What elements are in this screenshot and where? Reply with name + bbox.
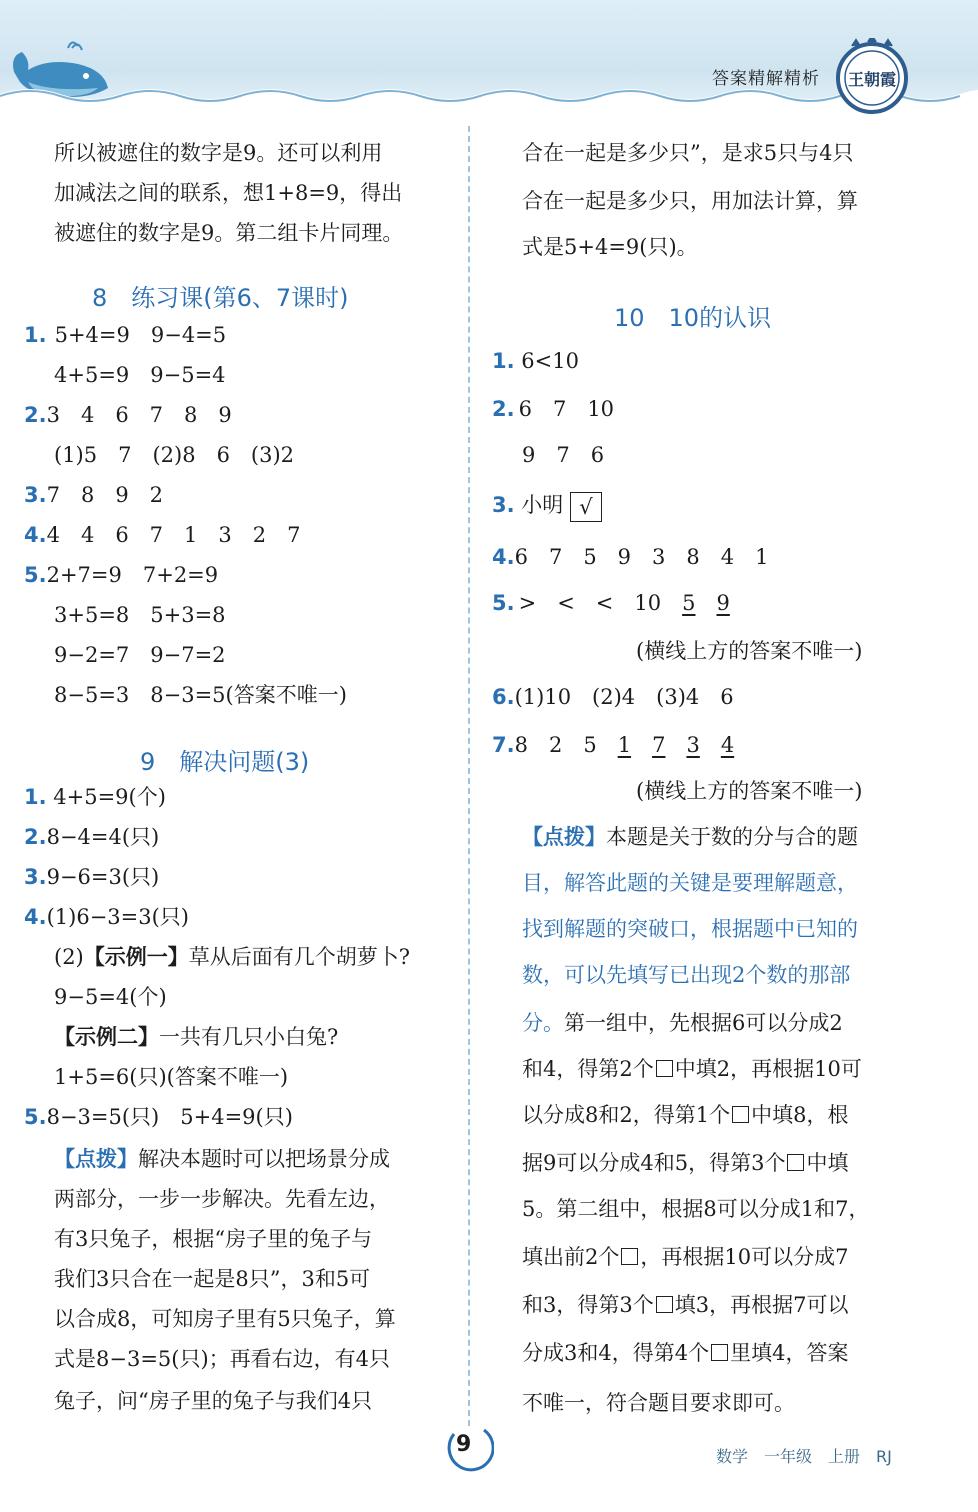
text-line: 合在一起是多少只”，是求5只与4只 [522,141,854,165]
empty-box [656,1060,673,1077]
text-line: 所以被遮住的数字是9。还可以利用 [54,141,383,165]
answer-text: > < < 10 [518,591,683,615]
underlined-answer: 7 [652,733,666,757]
tip-text: 第一组中，先根据6可以分成2 [564,1011,843,1035]
answer-text: 9 7 6 [522,443,605,467]
tip-text: 据9可以分成4和5，得第3个 [522,1151,786,1175]
empty-box [787,1154,804,1171]
answer-text: 9−2=7 9−7=2 [54,643,226,667]
question-number: 5. [492,591,515,615]
question-number: 5. [24,1105,47,1129]
tip-text: 和3，得第3个 [522,1293,654,1317]
page-number: 9 [456,1432,472,1457]
tip-text: 解决本题时可以把场景分成 [138,1147,390,1171]
answer-text: 8−5=3 8−3=5(答案不唯一) [54,683,347,707]
tip-text: 以分成8和2，得第1个 [522,1103,731,1127]
question-number: 3. [24,483,47,507]
text-line: 加减法之间的联系，想1+8=9，得出 [54,181,403,205]
answer-text: 5+4=9 9−4=5 [54,323,227,347]
tip-text: 本题是关于数的分与合的题 [606,825,858,849]
question-number: 4. [24,523,47,547]
answer-text: 3+5=8 5+3=8 [54,603,226,627]
tip-text: 找到解题的突破口，根据题中已知的 [522,917,858,941]
answer-text: 4 4 6 7 1 3 2 7 [46,523,301,547]
footer-subject: 数学 一年级 上册 RJ [716,1447,892,1466]
tip-text: 里填4，答案 [730,1341,849,1365]
question-number: 1. [24,785,47,809]
answer-text: 8 2 5 [514,733,618,757]
empty-box [732,1106,749,1123]
answer-text: 1+5=6(只)(答案不唯一) [54,1065,289,1089]
question-number: 4. [492,545,515,569]
empty-box [711,1344,728,1361]
underlined-answer: 3 [686,733,700,757]
tip-text: 中填8，根 [751,1103,849,1127]
question-number: 1. [492,349,515,373]
underlined-answer: 5 [682,591,696,615]
answer-text: (1)5 7 (2)8 6 (3)2 [54,443,295,467]
answer-text: 草从后面有几个胡萝卜? [188,945,411,969]
note-text: (横线上方的答案不唯一) [636,779,863,803]
text-line: 被遮住的数字是9。第二组卡片同理。 [54,221,404,245]
answer-text: 9−5=4(个) [54,985,167,1009]
answer-text: 6<10 [514,349,579,373]
section-title: 8 练习课(第6、7课时) [92,284,349,312]
tip-text: 兔子，问“房子里的兔子与我们4只 [54,1389,373,1413]
underlined-answer: 1 [617,733,632,757]
question-number: 6. [492,685,515,709]
tip-text: 目，解答此题的关键是要理解题意， [522,871,858,895]
answer-text: 7 8 9 2 [46,483,164,507]
question-number: 2. [492,397,515,421]
tip-text: 式是8−3=5(只)；再看右边，有4只 [54,1347,391,1371]
tip-text: 分。 [522,1011,564,1035]
question-number: 7. [492,733,515,757]
question-number: 2. [24,403,47,427]
text-line: 式是5+4=9(只)。 [522,235,698,259]
tip-text: 两部分，一步一步解决。先看左边， [54,1187,390,1211]
tip-text: 我们3只合在一起是8只”，3和5可 [54,1267,371,1291]
tip-tag: 【点拨】 [522,824,606,849]
answer-text: 4+5=9(个) [46,785,166,809]
column-divider [468,126,470,1426]
tip-text: 和4，得第2个 [522,1057,654,1081]
tip-text: ，再根据10可以分成7 [640,1245,849,1269]
answer-text: (2) [54,945,84,969]
answer-text: 一共有几只小白兔? [159,1025,339,1049]
tip-tag: 【点拨】 [54,1146,138,1171]
tip-text: 中填 [806,1151,849,1175]
answer-text: 3 4 6 7 8 9 [46,403,232,427]
answer-text: (1)6−3=3(只) [46,905,189,929]
svg-text:王朝霞: 王朝霞 [847,70,897,89]
tip-text: 5。第二组中，根据8可以分成1和7， [522,1197,870,1221]
underlined-answer: 4 [720,733,735,757]
question-number: 2. [24,825,47,849]
example-tag: 【示例二】 [54,1024,159,1049]
question-number: 1. [24,323,47,347]
brand-logo [832,38,912,118]
check-box: √ [570,492,602,522]
answer-text: 小明 [514,493,564,517]
section-title: 9 解决问题(3) [140,748,310,776]
section-title: 10 10的认识 [614,304,772,332]
tip-text: 分成3和4，得第4个 [522,1341,710,1365]
question-number: 3. [492,493,515,517]
empty-box [621,1248,638,1265]
underlined-answer: 9 [716,591,730,615]
example-tag: 【示例一】 [83,944,189,969]
tip-text: 填出前2个 [522,1245,620,1269]
page-header [0,0,978,118]
answer-text: (1)10 (2)4 (3)4 6 [514,685,734,709]
answer-text: 4+5=9 9−5=4 [54,363,226,387]
header-title: 答案精解精析 [712,69,820,89]
answer-text: 2+7=9 7+2=9 [46,563,219,587]
note-text: (横线上方的答案不唯一) [636,639,863,663]
answer-text: 6 7 5 9 3 8 4 1 [514,545,769,569]
tip-text: 填3，再根据7可以 [674,1293,849,1317]
tip-text: 不唯一，符合题目要求即可。 [522,1391,795,1415]
text-line: 合在一起是多少只，用加法计算，算 [522,189,858,213]
answer-text: 9−6=3(只) [46,865,160,889]
tip-text: 有3只兔子，根据“房子里的兔子与 [54,1227,373,1251]
tip-text: 中填2，再根据10可 [674,1057,862,1081]
question-number: 3. [24,865,47,889]
answer-text: 6 7 10 [518,397,615,421]
answer-text: 8−3=5(只) 5+4=9(只) [46,1105,293,1129]
question-number: 4. [24,905,47,929]
answer-text: 8−4=4(只) [46,825,160,849]
tip-text: 数，可以先填写已出现2个数的那部 [522,963,851,987]
tip-text: 以合成8，可知房子里有5只兔子，算 [54,1307,396,1331]
question-number: 5. [24,563,47,587]
empty-box [656,1296,673,1313]
